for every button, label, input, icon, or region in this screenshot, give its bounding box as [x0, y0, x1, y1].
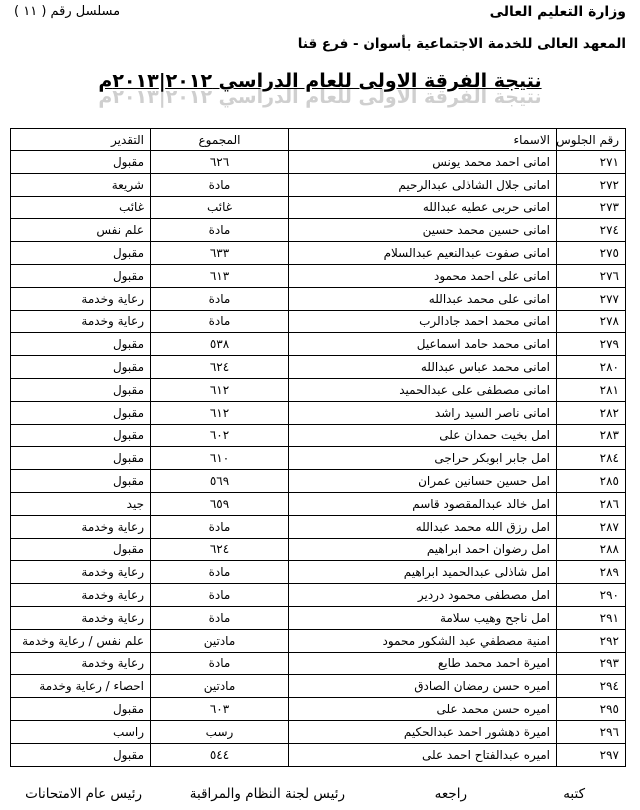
- cell-seat-number: ٢٨٠: [557, 356, 626, 379]
- cell-total: ٦٥٩: [151, 492, 289, 515]
- cell-seat-number: ٢٩١: [557, 606, 626, 629]
- cell-student-name: اميرة دهشور احمد عبدالحكيم: [289, 720, 557, 743]
- footer-wrote-by: كتبه: [563, 786, 585, 802]
- cell-seat-number: ٢٧٧: [557, 287, 626, 310]
- cell-total: غائب: [151, 196, 289, 219]
- table-header-row: [11, 129, 626, 151]
- cell-total: مادة: [151, 515, 289, 538]
- cell-total: مادة: [151, 561, 289, 584]
- cell-student-name: امل خالد عبدالمقصود قاسم: [289, 492, 557, 515]
- cell-seat-number: ٢٧٦: [557, 264, 626, 287]
- cell-seat-number: ٢٨٥: [557, 470, 626, 493]
- cell-student-name: امانى ناصر السيد راشد: [289, 401, 557, 424]
- cell-total: مادة: [151, 310, 289, 333]
- cell-total: ٦١٣: [151, 264, 289, 287]
- cell-grade: مقبول: [11, 743, 151, 766]
- cell-student-name: امانى حربى عطيه عبدالله: [289, 196, 557, 219]
- cell-grade: مقبول: [11, 401, 151, 424]
- table-row: [11, 606, 626, 629]
- cell-grade: علم نفس / رعاية وخدمة: [11, 629, 151, 652]
- cell-student-name: امل شاذلى عبدالحميد ابراهيم: [289, 561, 557, 584]
- cell-grade: رعاية وخدمة: [11, 584, 151, 607]
- table-row: [11, 447, 626, 470]
- cell-student-name: امانى صفوت عبدالنعيم عبدالسلام: [289, 242, 557, 265]
- cell-total: ٦١٠: [151, 447, 289, 470]
- cell-seat-number: ٢٨٨: [557, 538, 626, 561]
- cell-grade: رعاية وخدمة: [11, 515, 151, 538]
- cell-total: ٥٤٤: [151, 743, 289, 766]
- cell-seat-number: ٢٧٨: [557, 310, 626, 333]
- cell-grade: مقبول: [11, 424, 151, 447]
- cell-grade: رعاية وخدمة: [11, 561, 151, 584]
- cell-student-name: امانى جلال الشاذلى عبدالرحيم: [289, 173, 557, 196]
- cell-total: ٦٠٣: [151, 698, 289, 721]
- cell-seat-number: ٢٩٦: [557, 720, 626, 743]
- cell-grade: مقبول: [11, 470, 151, 493]
- cell-seat-number: ٢٧٩: [557, 333, 626, 356]
- cell-student-name: امانى حسين محمد حسين: [289, 219, 557, 242]
- cell-grade: مقبول: [11, 333, 151, 356]
- cell-student-name: امل رزق الله محمد عبدالله: [289, 515, 557, 538]
- table-row: [11, 720, 626, 743]
- cell-total: ٦٢٤: [151, 356, 289, 379]
- cell-total: ٦١٢: [151, 401, 289, 424]
- cell-grade: مقبول: [11, 264, 151, 287]
- cell-seat-number: ٢٩٥: [557, 698, 626, 721]
- cell-grade: رعاية وخدمة: [11, 606, 151, 629]
- table-row: [11, 743, 626, 766]
- table-row: [11, 264, 626, 287]
- cell-seat-number: ٢٨٢: [557, 401, 626, 424]
- cell-grade: شريعة: [11, 173, 151, 196]
- cell-total: مادة: [151, 584, 289, 607]
- cell-student-name: اميره حسن محمد على: [289, 698, 557, 721]
- results-table: [10, 128, 626, 767]
- cell-grade: جيد: [11, 492, 151, 515]
- table-row: [11, 378, 626, 401]
- cell-seat-number: ٢٨١: [557, 378, 626, 401]
- table-row: [11, 219, 626, 242]
- cell-seat-number: ٢٨٤: [557, 447, 626, 470]
- cell-total: مادة: [151, 606, 289, 629]
- cell-student-name: امل ناجح وهيب سلامة: [289, 606, 557, 629]
- cell-total: ٥٦٩: [151, 470, 289, 493]
- cell-student-name: امانى محمد احمد جادالرب: [289, 310, 557, 333]
- cell-total: ٥٣٨: [151, 333, 289, 356]
- cell-student-name: امانى احمد محمد يونس: [289, 151, 557, 174]
- serial-number: مسلسل رقم ( ١١ ): [14, 4, 121, 19]
- cell-student-name: امل بخيت حمدان على: [289, 424, 557, 447]
- cell-grade: رعاية وخدمة: [11, 287, 151, 310]
- cell-grade: رعاية وخدمة: [11, 652, 151, 675]
- cell-seat-number: ٢٧١: [557, 151, 626, 174]
- column-header-total: المجموع: [151, 129, 289, 151]
- cell-seat-number: ٢٧٢: [557, 173, 626, 196]
- table-row: [11, 675, 626, 698]
- cell-seat-number: ٢٨٩: [557, 561, 626, 584]
- cell-grade: رعاية وخدمة: [11, 310, 151, 333]
- column-header-seat: رقم الجلوس: [557, 129, 626, 151]
- document-title-text: نتيجة الفرقة الاولى للعام الدراسي ٢٠١٢|٢٠١٣م: [98, 70, 542, 92]
- cell-seat-number: ٢٩٣: [557, 652, 626, 675]
- cell-student-name: امانى على محمد عبدالله: [289, 287, 557, 310]
- column-header-name: الاسماء: [289, 129, 557, 151]
- cell-seat-number: ٢٩٠: [557, 584, 626, 607]
- cell-grade: مقبول: [11, 698, 151, 721]
- document-title: [0, 70, 640, 92]
- table-row: [11, 698, 626, 721]
- table-row: [11, 561, 626, 584]
- cell-grade: مقبول: [11, 242, 151, 265]
- cell-total: مادة: [151, 652, 289, 675]
- table-row: [11, 515, 626, 538]
- table-row: [11, 287, 626, 310]
- table-row: [11, 584, 626, 607]
- cell-total: رسب: [151, 720, 289, 743]
- table-row: [11, 310, 626, 333]
- cell-total: ٦٠٢: [151, 424, 289, 447]
- cell-grade: مقبول: [11, 378, 151, 401]
- cell-seat-number: ٢٧٥: [557, 242, 626, 265]
- cell-grade: علم نفس: [11, 219, 151, 242]
- table-row: [11, 196, 626, 219]
- cell-student-name: امل رضوان احمد ابراهيم: [289, 538, 557, 561]
- footer-reviewed-by: راجعه: [434, 786, 467, 802]
- cell-student-name: امانى على احمد محمود: [289, 264, 557, 287]
- cell-total: مادة: [151, 287, 289, 310]
- table-row: [11, 629, 626, 652]
- institute-name: المعهد العالى للخدمة الاجتماعية بأسوان - فرع قنا: [297, 36, 626, 52]
- cell-total: مادة: [151, 173, 289, 196]
- table-row: [11, 151, 626, 174]
- cell-student-name: امانى مصطفى على عبدالحميد: [289, 378, 557, 401]
- cell-grade: احصاء / رعاية وخدمة: [11, 675, 151, 698]
- table-row: [11, 652, 626, 675]
- cell-total: ٦٣٣: [151, 242, 289, 265]
- cell-seat-number: ٢٧٤: [557, 219, 626, 242]
- cell-student-name: امل حسين حسانين عمران: [289, 470, 557, 493]
- cell-seat-number: ٢٨٣: [557, 424, 626, 447]
- table-row: [11, 401, 626, 424]
- cell-seat-number: ٢٨٧: [557, 515, 626, 538]
- cell-student-name: امنية مصطفي عبد الشكور محمود: [289, 629, 557, 652]
- footer-head-exams: رئيس عام الامتحانات: [25, 786, 142, 802]
- cell-student-name: امل جابر ابوبكر حراجى: [289, 447, 557, 470]
- column-header-grade: التقدير: [11, 129, 151, 151]
- signature-footer: [0, 786, 640, 806]
- cell-grade: مقبول: [11, 538, 151, 561]
- cell-total: مادتين: [151, 675, 289, 698]
- cell-total: مادتين: [151, 629, 289, 652]
- cell-student-name: امل مصطفى محمود دردير: [289, 584, 557, 607]
- cell-seat-number: ٢٩٤: [557, 675, 626, 698]
- cell-total: ٦١٢: [151, 378, 289, 401]
- table-row: [11, 356, 626, 379]
- title-shadow: نتيجة الفرقة الاولى للعام الدراسي ٢٠١٢|٢٠١٣م: [98, 86, 542, 108]
- cell-seat-number: ٢٨٦: [557, 492, 626, 515]
- cell-total: ٦٢٦: [151, 151, 289, 174]
- table-row: [11, 333, 626, 356]
- cell-total: مادة: [151, 219, 289, 242]
- table-row: [11, 242, 626, 265]
- ministry-name: وزارة التعليم العالى: [489, 4, 626, 20]
- cell-student-name: امانى محمد حامد اسماعيل: [289, 333, 557, 356]
- table-row: [11, 424, 626, 447]
- cell-student-name: اميره حسن رمضان الصادق: [289, 675, 557, 698]
- cell-grade: غائب: [11, 196, 151, 219]
- footer-head-order-committee: رئيس لجنة النظام والمراقبة: [189, 786, 345, 802]
- cell-grade: مقبول: [11, 151, 151, 174]
- cell-total: ٦٢٤: [151, 538, 289, 561]
- cell-student-name: اميره عبدالفتاح احمد على: [289, 743, 557, 766]
- cell-student-name: امانى محمد عباس عبدالله: [289, 356, 557, 379]
- table-row: [11, 470, 626, 493]
- table-row: [11, 538, 626, 561]
- cell-seat-number: ٢٩٢: [557, 629, 626, 652]
- cell-seat-number: ٢٧٣: [557, 196, 626, 219]
- cell-grade: مقبول: [11, 447, 151, 470]
- cell-grade: مقبول: [11, 356, 151, 379]
- cell-seat-number: ٢٩٧: [557, 743, 626, 766]
- cell-student-name: اميرة احمد محمد طايع: [289, 652, 557, 675]
- cell-grade: راسب: [11, 720, 151, 743]
- table-row: [11, 173, 626, 196]
- table-row: [11, 492, 626, 515]
